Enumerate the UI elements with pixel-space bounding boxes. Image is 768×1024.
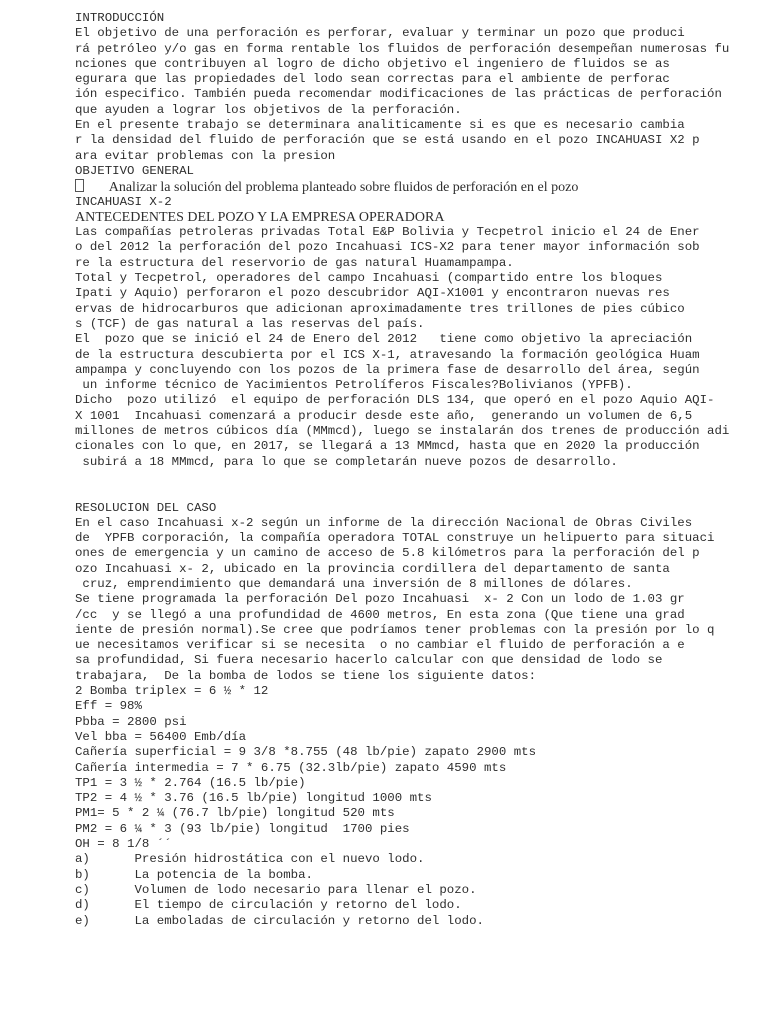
paragraph-line: o del 2012 la perforación del pozo Incahuasi ICS-X2 para tener mayor información sob: [75, 240, 700, 255]
paragraph-line: un informe técnico de Yacimientos Petrolíferos Fiscales?Bolivianos (YPFB).: [75, 378, 633, 393]
heading-introduccion: INTRODUCCIÓN: [75, 11, 165, 25]
paragraph-line: X 1001 Incahuasi comenzará a producir desde este año, generando un volumen de 6,5: [75, 408, 693, 423]
question-item: c) Volumen de lodo necesario para llenar el pozo.: [75, 882, 477, 897]
paragraph-line: Vel bba = 56400 Emb/día: [75, 729, 247, 744]
heading-resolucion: RESOLUCION DEL CASO: [75, 500, 217, 515]
paragraph-line: En el caso Incahuasi x-2 según un informe de la dirección Nacional de Obras Civiles: [75, 515, 693, 530]
paragraph-line: Las compañías petroleras privadas Total E&P Bolivia y Tecpetrol inicio el 24 de Ener: [75, 225, 700, 240]
paragraph-line: re la estructura del reservorio de gas natural Huamampampa.: [75, 255, 514, 270]
heading-objetivo-general: OBJETIVO GENERAL: [75, 163, 194, 178]
paragraph-line: trabajara, De la bomba de lodos se tiene los siguiente datos:: [75, 668, 537, 683]
paragraph-line: que ayuden a lograr los objetivos de la perforación.: [75, 102, 462, 117]
paragraph-line: Ipati y Aquio) perforaron el pozo descubridor AQI-X1001 y encontraron nuevas res: [75, 286, 670, 301]
objective-bullet-line: [75, 179, 765, 194]
paragraph-line: Eff = 98%: [75, 699, 142, 714]
paragraph-line: El pozo que se inició el 24 de Enero del 2012 tiene como objetivo la apreciación: [75, 332, 693, 347]
paragraph-line: s (TCF) de gas natural a las reservas del país.: [75, 316, 425, 331]
paragraph-line: subirá a 18 MMmcd, para lo que se completarán nueve pozos de desarrollo.: [75, 454, 618, 469]
paragraph-line: r la densidad del fluido de perforación que se está usando en el pozo INCAHUASI X2 p: [75, 133, 700, 148]
paragraph-line: Pbba = 2800 psi: [75, 714, 187, 729]
document-page: [75, 11, 765, 929]
paragraph-line: ión especifico. También pueda recomendar modificaciones de las prácticas de perforación: [75, 87, 722, 102]
section-antecedentes: [75, 210, 765, 470]
section-objetivo-general: [75, 164, 765, 210]
paragraph-line: iente de presión normal).Se cree que podríamos tener problemas con la presión por lo q: [75, 622, 715, 637]
paragraph-line: OH = 8 1/8 ´´: [75, 837, 172, 852]
question-item: a) Presión hidrostática con el nuevo lodo.: [75, 852, 425, 867]
paragraph-line: rá petróleo y/o gas en forma rentable los fluidos de perforación desempeñan numerosas fu: [75, 41, 730, 56]
paragraph-line: ervas de hidrocarburos que adicionan aproximadamente tres trillones de pies cúbico: [75, 301, 685, 316]
question-item: d) El tiempo de circulación y retorno del lodo.: [75, 898, 462, 913]
paragraph-line: de la estructura descubierta por el ICS X-1, atravesando la formación geológica Huam: [75, 347, 700, 362]
paragraph-line: ampampa y concluyendo con los pozos de la primera fase de desarrollo del área, según: [75, 362, 700, 377]
paragraph-line: 2 Bomba triplex = 6 ½ * 12: [75, 684, 269, 699]
bullet-glyph-icon: [75, 179, 84, 192]
question-item: b) La potencia de la bomba.: [75, 867, 313, 882]
paragraph-line: sa profundidad, Si fuera necesario hacerlo calcular con que densidad de lodo se: [75, 653, 663, 668]
paragraph-line: PM2 = 6 ¼ * 3 (93 lb/pie) longitud 1700 pies: [75, 821, 410, 836]
paragraph-line: ue necesitamos verificar si se necesita o no cambiar el fluido de perforación a e: [75, 638, 685, 653]
paragraph-line: Cañería intermedia = 7 * 6.75 (32.3lb/pie) zapato 4590 mts: [75, 760, 507, 775]
paragraph-line: TP1 = 3 ½ * 2.764 (16.5 lb/pie): [75, 775, 306, 790]
section-gap: [75, 470, 765, 501]
paragraph-line: Cañería superficial = 9 3/8 *8.755 (48 lb/pie) zapato 2900 mts: [75, 745, 537, 760]
paragraph-line: millones de metros cúbicos día (MMmcd), luego se instalarán dos trenes de producción adi: [75, 424, 730, 439]
paragraph-line: Se tiene programada la perforación Del pozo Incahuasi x- 2 Con un lodo de 1.03 gr: [75, 592, 685, 607]
heading-antecedentes: ANTECEDENTES DEL POZO Y LA EMPRESA OPERADORA: [75, 209, 445, 225]
paragraph-line: de YPFB corporación, la compañía operadora TOTAL construye un helipuerto para situaci: [75, 531, 715, 546]
paragraph-line: cruz, emprendimiento que demandará una inversión de 8 millones de dólares.: [75, 576, 633, 591]
paragraph-line: PM1= 5 * 2 ¼ (76.7 lb/pie) longitud 520 mts: [75, 806, 395, 821]
paragraph-line: nciones que contribuyen al logro de dicho objetivo el ingeniero de fluidos se as: [75, 56, 670, 71]
paragraph-line: TP2 = 4 ½ * 3.76 (16.5 lb/pie) longitud 1000 mts: [75, 791, 432, 806]
paragraph-line: El objetivo de una perforación es perforar, evaluar y terminar un pozo que produci: [75, 26, 685, 41]
paragraph-line: ara evitar problemas con la presion: [75, 148, 336, 163]
paragraph-line: egurara que las propiedades del lodo sean correctas para el ambiente de perforac: [75, 72, 670, 87]
objective-text-cont: INCAHUASI X-2: [75, 194, 172, 209]
paragraph-line: /cc y se llegó a una profundidad de 4600 metros, En esta zona (Que tiene una grad: [75, 607, 685, 622]
paragraph-line: Total y Tecpetrol, operadores del campo Incahuasi (compartido entre los bloques: [75, 271, 663, 286]
section-introduccion: [75, 11, 765, 164]
objective-text: Analizar la solución del problema planteado sobre fluidos de perforación en el pozo: [85, 180, 579, 196]
paragraph-line: ozo Incahuasi x- 2, ubicado en la provincia cordillera del departamento de santa: [75, 561, 670, 576]
question-item: e) La emboladas de circulación y retorno del lodo.: [75, 913, 484, 928]
paragraph-line: En el presente trabajo se determinara analiticamente si es que es necesario cambia: [75, 118, 685, 133]
paragraph-line: ones de emergencia y un camino de acceso de 5.8 kilómetros para la perforación del p: [75, 546, 700, 561]
paragraph-line: Dicho pozo utilizó el equipo de perforación DLS 134, que operó en el pozo Aquio AQI-: [75, 393, 715, 408]
paragraph-line: cionales con lo que, en 2017, se llegará a 13 MMmcd, hasta que en 2020 la producción: [75, 439, 700, 454]
section-resolucion: [75, 501, 765, 929]
